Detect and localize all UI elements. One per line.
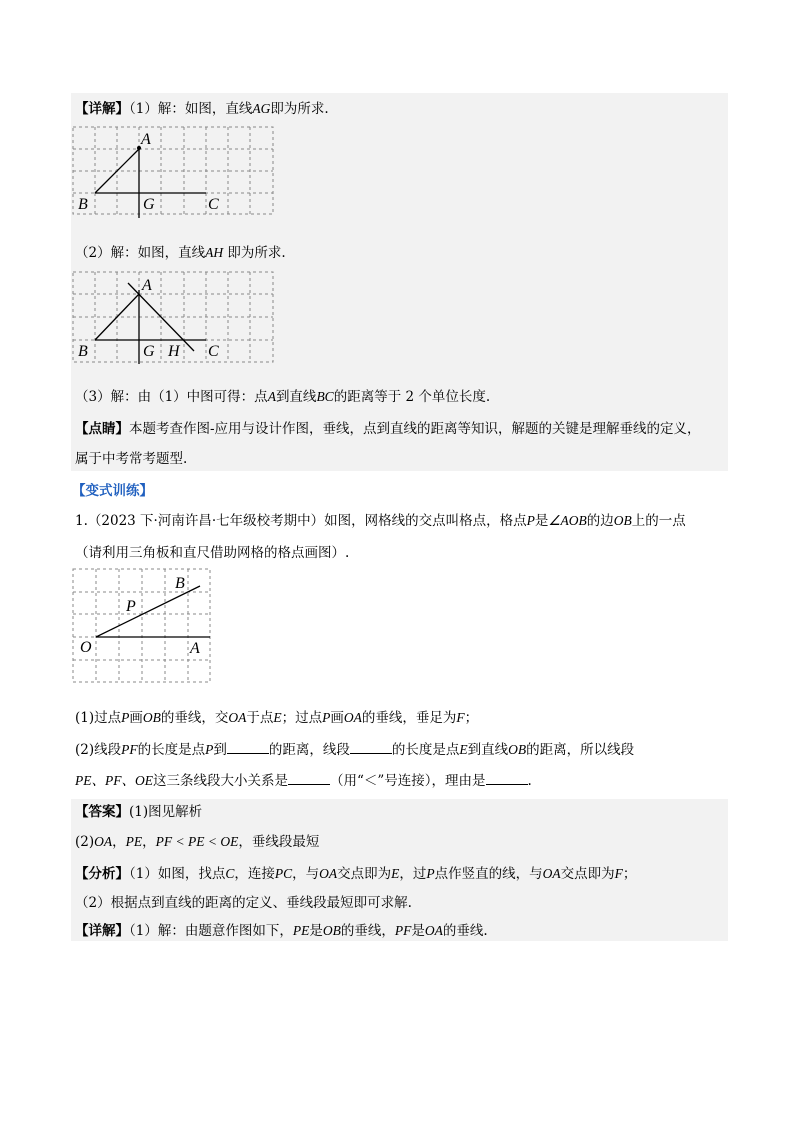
text: 即为所求. xyxy=(270,101,329,117)
text: ，连接 xyxy=(234,866,275,882)
text: （2）解：如图，直线 xyxy=(75,245,206,261)
label-o: O xyxy=(80,639,92,656)
analysis-line-1 xyxy=(75,864,636,884)
sub-number: (2) xyxy=(75,834,95,850)
var-ob: OB xyxy=(508,742,527,757)
text: ， xyxy=(112,834,126,850)
var-angle: ∠AOB xyxy=(548,513,587,528)
text: 上的一点 xyxy=(631,513,686,529)
text: 交点即为 xyxy=(337,866,392,882)
text: 的垂线，垂足为 xyxy=(361,710,457,726)
text: 到直线 xyxy=(467,742,509,758)
text: （1）如图，找点 xyxy=(129,866,226,882)
text: （1）解：由题意作图如下， xyxy=(129,923,293,939)
blank-4[interactable] xyxy=(486,771,528,785)
var-c: C xyxy=(225,866,235,881)
text: （2023 下·河南许昌·七年级校考期中）如图，网格线的交点叫格点，格点 xyxy=(87,513,527,529)
sub-number: (1) xyxy=(75,710,95,726)
var-pc: PC xyxy=(274,866,293,881)
var-f: F xyxy=(456,710,465,725)
var-ob: OB xyxy=(613,513,632,528)
var-p: P xyxy=(426,866,435,881)
text: 本题考查作图-应用与设计作图，垂线，点到直线的距离等知识，解题的关键是理解垂线的定义， xyxy=(129,421,701,437)
var-oa: OA xyxy=(94,834,113,849)
text: 属于中考常考题型. xyxy=(75,451,188,467)
var-p: P xyxy=(322,710,331,725)
comment-tag: 【点睛】 xyxy=(75,421,129,437)
label-a: A xyxy=(142,277,152,294)
text: (1)图见解析 xyxy=(129,804,203,820)
analysis-line-2: （2）根据点到直线的距离的定义、垂线段最短即可求解. xyxy=(75,895,412,911)
text: 的距离等于 2 个单位长度. xyxy=(333,389,491,405)
var-ob: OB xyxy=(322,923,341,938)
analysis-tag: 【分析】 xyxy=(75,866,129,882)
text: 这三条线段大小关系是 xyxy=(152,773,288,789)
text: ， xyxy=(142,834,156,850)
text: 交点即为 xyxy=(560,866,615,882)
var-oa: OA xyxy=(424,923,443,938)
text: 到 xyxy=(213,742,227,758)
label-h: H xyxy=(168,343,180,360)
section-title: 【变式训练】 xyxy=(72,483,153,499)
text: （3）解：由（1）中图可得：点 xyxy=(75,389,268,405)
answer-line-2 xyxy=(75,832,319,852)
sub-number: (2) xyxy=(75,742,95,758)
text: ； xyxy=(464,710,479,726)
label-g: G xyxy=(143,343,155,360)
text: 是 xyxy=(534,513,549,529)
var-pf: PF xyxy=(121,742,138,757)
label-g: G xyxy=(143,196,155,213)
var-ah: AH xyxy=(205,245,224,260)
var-p: P xyxy=(526,513,535,528)
answer-tag: 【答案】 xyxy=(75,804,129,820)
text: 的垂线，交 xyxy=(160,710,229,726)
text: 的垂线. xyxy=(442,923,488,939)
text: 的长度是点 xyxy=(391,742,460,758)
var-pf: PF xyxy=(394,923,412,938)
text: ； xyxy=(622,866,637,882)
text: 的边 xyxy=(586,513,614,529)
text: 的距离，所以线段 xyxy=(526,742,635,758)
var-pe: PE xyxy=(292,923,310,938)
var-oa: OA xyxy=(319,866,338,881)
label-b: B xyxy=(175,575,185,592)
detail-line-final xyxy=(75,921,488,941)
text: 即为所求. xyxy=(223,245,286,261)
answer-line-1 xyxy=(75,802,202,822)
var-ag: AG xyxy=(252,101,271,116)
label-b: B xyxy=(78,343,88,360)
text: 过点 xyxy=(94,710,122,726)
text: （用“＜”号连接），理由是 xyxy=(329,773,486,789)
text: 的垂线， xyxy=(340,923,395,939)
label-c: C xyxy=(208,343,219,360)
var-segments: PE、PF、OE xyxy=(75,773,153,788)
text: 的距离，线段 xyxy=(268,742,350,758)
question-1-sub-2 xyxy=(75,740,634,760)
text: ，垂线段最短 xyxy=(238,834,320,850)
var-e: E xyxy=(459,742,468,757)
blank-1[interactable] xyxy=(227,740,269,754)
var-pe: PE xyxy=(125,834,143,849)
question-1-sub-1 xyxy=(75,708,478,728)
label-p: P xyxy=(126,598,136,615)
var-oa: OA xyxy=(228,710,247,725)
blank-2[interactable] xyxy=(350,740,392,754)
var-e: E xyxy=(391,866,400,881)
label-a: A xyxy=(190,640,200,657)
text: ，过 xyxy=(399,866,427,882)
text: （1）解：如图，直线 xyxy=(129,101,253,117)
var-a: A xyxy=(267,389,276,404)
text: 线段 xyxy=(94,742,122,758)
question-1-sub-3 xyxy=(75,771,532,791)
detail-tag: 【详解】 xyxy=(75,101,129,117)
text: ；过点 xyxy=(281,710,323,726)
var-p: P xyxy=(205,742,214,757)
var-ob: OB xyxy=(142,710,161,725)
text: ，与 xyxy=(292,866,320,882)
text: 的长度是点 xyxy=(137,742,206,758)
var-oa: OA xyxy=(343,710,362,725)
var-p: P xyxy=(121,710,130,725)
label-c: C xyxy=(208,196,219,213)
var-f: F xyxy=(614,866,623,881)
var-bc: BC xyxy=(316,389,334,404)
text: 是 xyxy=(411,923,425,939)
question-1-line-2: （请利用三角板和直尺借助网格的格点画图）. xyxy=(75,545,350,561)
text: 到直线 xyxy=(275,389,317,405)
text: . xyxy=(527,773,532,789)
text: 是 xyxy=(309,923,323,939)
label-a: A xyxy=(141,131,151,148)
var-e: E xyxy=(273,710,282,725)
label-b: B xyxy=(78,196,88,213)
text: 于点 xyxy=(246,710,274,726)
detail-tag: 【详解】 xyxy=(75,923,129,939)
ray-ob xyxy=(96,586,200,637)
blank-3[interactable] xyxy=(288,771,330,785)
text: 画 xyxy=(330,710,344,726)
text: 画 xyxy=(129,710,143,726)
question-number: 1. xyxy=(75,513,88,529)
text: 点作竖直的线，与 xyxy=(434,866,543,882)
var-inequality: PF < PE < OE xyxy=(155,834,239,849)
var-oa: OA xyxy=(542,866,561,881)
